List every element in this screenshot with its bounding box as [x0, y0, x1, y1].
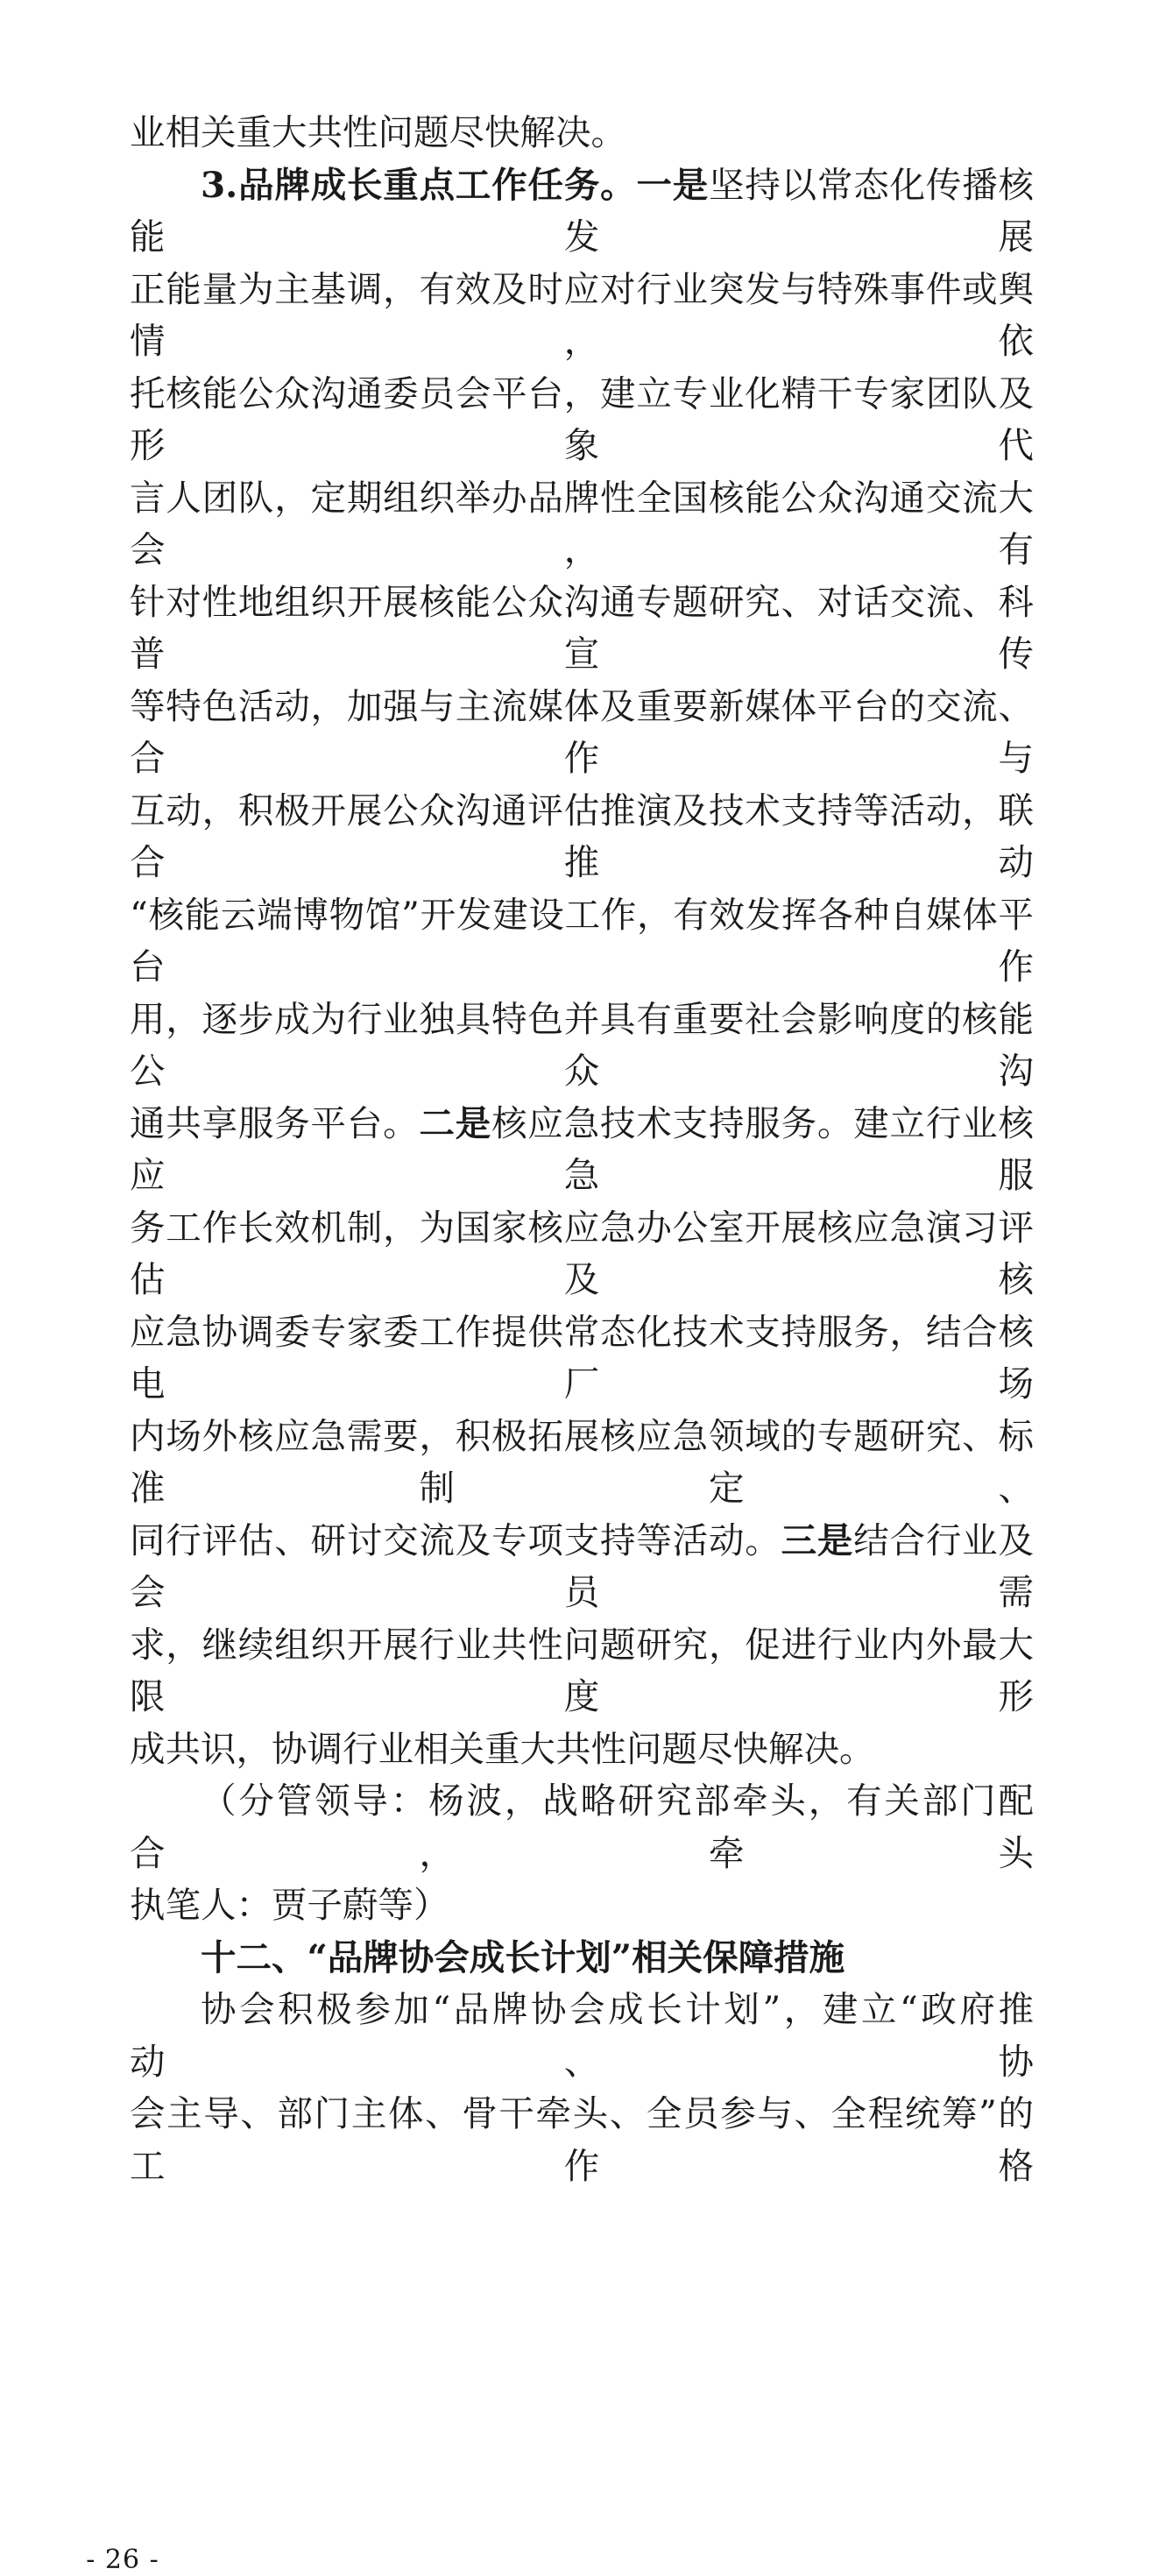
- text-line: [130, 1932, 1034, 1985]
- page-number: - 26 -: [86, 2544, 159, 2575]
- text-line: [130, 472, 1034, 577]
- text-line: [130, 159, 1034, 264]
- text-line: [130, 1098, 1034, 1202]
- text-line: [130, 1984, 1034, 2088]
- text-run: “核能云端博物馆”开发建设工作，有效发挥各种自媒体平台作: [130, 893, 1034, 987]
- emphasis-run: 3.品牌成长重点工作任务。一是: [201, 163, 710, 206]
- emphasis-run: 三是: [781, 1518, 854, 1561]
- text-line: [130, 1619, 1034, 1723]
- text-run: 十二、“品牌协会成长计划”相关保障措施: [201, 1936, 845, 1978]
- text-line: [130, 1879, 1034, 1932]
- text-run: 内场外核应急需要，积极拓展核应急领域的专题研究、标准制定、: [130, 1414, 1034, 1509]
- text-run: 托核能公众沟通委员会平台，建立专业化精干专家团队及形象代: [130, 372, 1034, 466]
- text-line: [130, 264, 1034, 368]
- page-body-text: [130, 107, 1034, 2192]
- text-line: [130, 1411, 1034, 1515]
- text-line: [130, 785, 1034, 889]
- text-run: 务工作长效机制，为国家核应急办公室开展核应急演习评估及核: [130, 1206, 1034, 1300]
- text-line: [130, 1515, 1034, 1619]
- text-line: [130, 994, 1034, 1098]
- text-run: 正能量为主基调，有效及时应对行业突发与特殊事件或舆情，依: [130, 267, 1034, 362]
- text-run: 协会积极参加“品牌协会成长计划”，建立“政府推动、协: [130, 1988, 1034, 2083]
- text-line: [130, 1306, 1034, 1411]
- text-run: 互动，积极开展公众沟通评估推演及技术支持等活动，联合推动: [130, 789, 1034, 883]
- text-run: 坚持以常态化传播核能发展: [130, 163, 1035, 258]
- text-line: [130, 577, 1034, 681]
- text-run: 求，继续组织开展行业共性问题研究，促进行业内外最大限度形: [130, 1623, 1034, 1717]
- text-run: 会主导、部门主体、骨干牵头、全员参与、全程统筹”的工作格: [130, 2092, 1034, 2187]
- text-line: [130, 2088, 1034, 2192]
- text-run: 结合行业及会员需: [130, 1518, 1034, 1613]
- text-run: 执笔人：贾子蔚等）: [130, 1884, 449, 1926]
- text-run: 业相关重大共性问题尽快解决。: [130, 111, 626, 153]
- text-run: 同行评估、研讨交流及专项支持等活动。: [130, 1518, 781, 1561]
- text-run: 应急协调委专家委工作提供常态化技术支持服务，结合核电厂场: [130, 1310, 1034, 1405]
- text-run: 通共享服务平台。: [130, 1101, 420, 1144]
- text-line: [130, 107, 1034, 159]
- text-line: [130, 1723, 1034, 1776]
- text-line: [130, 889, 1034, 994]
- text-run: 用，逐步成为行业独具特色并具有重要社会影响度的核能公众沟: [130, 997, 1034, 1092]
- text-run: 成共识，协调行业相关重大共性问题尽快解决。: [130, 1727, 875, 1770]
- text-run: （分管领导：杨波，战略研究部牵头，有关部门配合，牵头: [130, 1780, 1034, 1874]
- text-line: [130, 368, 1034, 472]
- text-run: 核应急技术支持服务。建立行业核应急服: [130, 1101, 1034, 1196]
- emphasis-run: 二是: [419, 1101, 492, 1144]
- text-line: [130, 681, 1034, 785]
- text-run: 等特色活动，加强与主流媒体及重要新媒体平台的交流、合作与: [130, 684, 1034, 779]
- text-run: 言人团队，定期组织举办品牌性全国核能公众沟通交流大会，有: [130, 476, 1034, 570]
- text-run: 针对性地组织开展核能公众沟通专题研究、对话交流、科普宣传: [130, 580, 1034, 675]
- text-line: [130, 1775, 1034, 1879]
- text-line: [130, 1202, 1034, 1306]
